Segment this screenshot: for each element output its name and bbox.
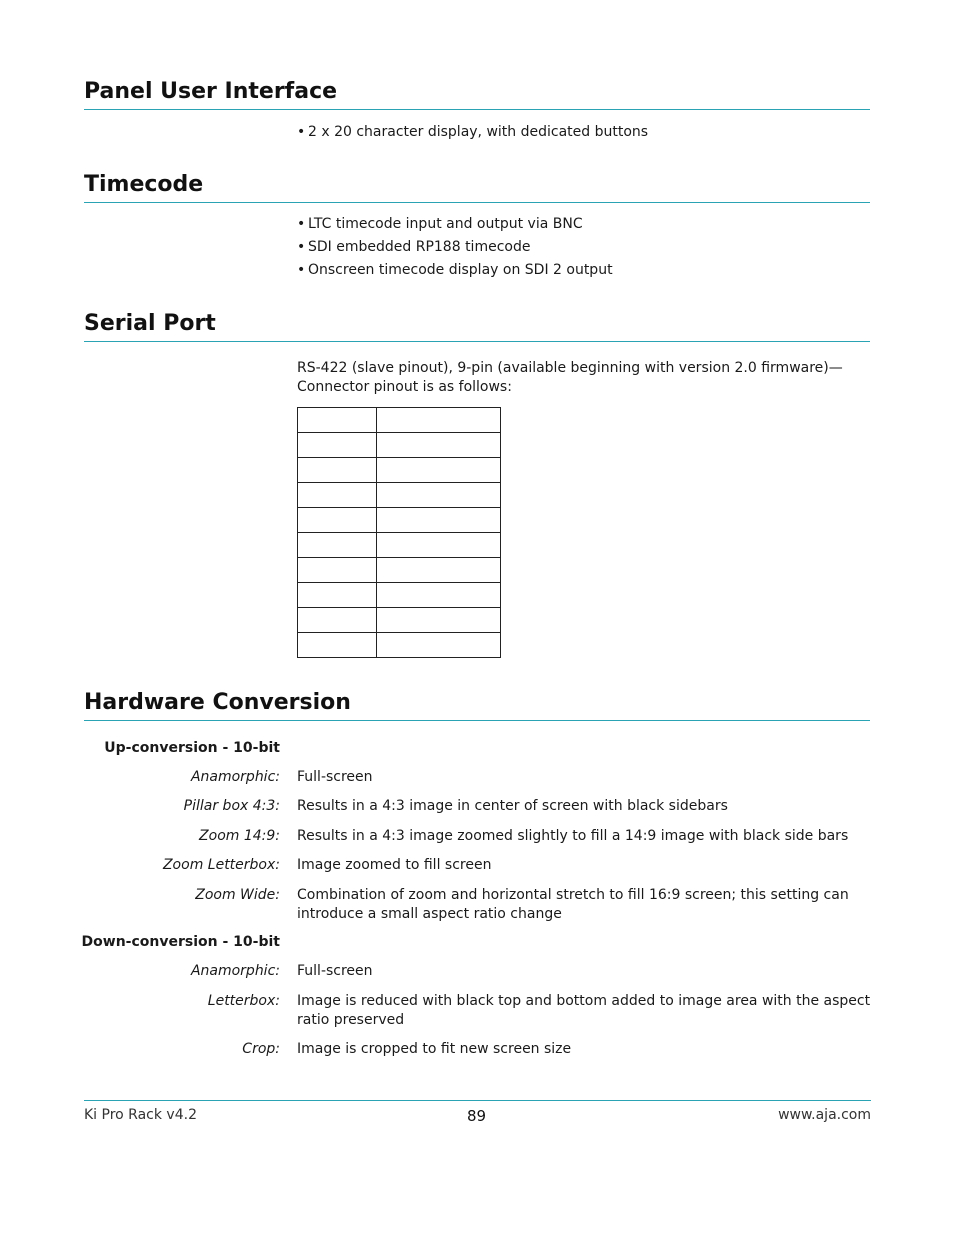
table-cell xyxy=(377,608,501,633)
connector-pinout-table xyxy=(297,407,501,658)
page-number: 89 xyxy=(467,1107,487,1125)
table-cell xyxy=(298,583,377,608)
up-conversion-heading: Up-conversion - 10-bit xyxy=(104,740,280,756)
row-label: Zoom 14:9: xyxy=(199,828,280,844)
table-row xyxy=(298,633,501,658)
table-cell xyxy=(298,633,377,658)
table-cell xyxy=(377,433,501,458)
row-value: Image zoomed to fill screen xyxy=(297,857,492,873)
table-cell xyxy=(377,408,501,433)
table-cell xyxy=(377,583,501,608)
table-row xyxy=(298,408,501,433)
table-cell xyxy=(377,633,501,658)
row-value: Image is cropped to fit new screen size xyxy=(297,1041,572,1057)
table-cell xyxy=(377,508,501,533)
table-row xyxy=(298,508,501,533)
section-title-panel-user-interface: Panel User Interface xyxy=(84,79,870,110)
table-cell xyxy=(298,608,377,633)
serial-port-description: RS-422 (slave pinout), 9-pin (available beginning with version 2.0 firmware)—Connector pinout is as follows: xyxy=(297,360,843,395)
row-value: Image is reduced with black top and bottom added to image area with the aspect ratio preserved xyxy=(297,993,871,1028)
list-item: • SDI embedded RP188 timecode xyxy=(297,236,613,259)
row-value: Combination of zoom and horizontal stretch to fill 16:9 screen; this setting can introduce a small aspect ratio change xyxy=(297,887,849,922)
table-row xyxy=(298,533,501,558)
row-value: Results in a 4:3 image zoomed slightly to fill a 14:9 image with black side bars xyxy=(297,828,849,844)
table-row xyxy=(298,433,501,458)
row-label: Anamorphic: xyxy=(190,769,280,785)
table-cell xyxy=(377,483,501,508)
row-label: Zoom Wide: xyxy=(195,887,280,903)
table-row xyxy=(298,483,501,508)
footer-product-version: Ki Pro Rack v4.2 xyxy=(84,1107,197,1123)
list-item: • LTC timecode input and output via BNC xyxy=(297,213,613,236)
table-row xyxy=(298,583,501,608)
list-item: • 2 x 20 character display, with dedicated buttons xyxy=(297,121,648,144)
table-cell xyxy=(298,458,377,483)
section-title-hardware-conversion: Hardware Conversion xyxy=(84,690,870,721)
section-title-timecode: Timecode xyxy=(84,172,870,203)
footer-divider xyxy=(84,1100,871,1101)
panel-bullet-list xyxy=(297,121,648,144)
table-row xyxy=(298,458,501,483)
row-value: Full-screen xyxy=(297,963,373,979)
section-title-serial-port: Serial Port xyxy=(84,311,870,342)
table-cell xyxy=(377,533,501,558)
table-cell xyxy=(298,558,377,583)
table-cell xyxy=(298,533,377,558)
row-value: Full-screen xyxy=(297,769,373,785)
row-label: Anamorphic: xyxy=(190,963,280,979)
table-cell xyxy=(377,458,501,483)
timecode-bullet-list xyxy=(297,213,613,282)
list-item: • Onscreen timecode display on SDI 2 output xyxy=(297,259,613,282)
table-cell xyxy=(298,408,377,433)
footer-website: www.aja.com xyxy=(778,1107,871,1123)
row-label: Crop: xyxy=(242,1041,280,1057)
table-cell xyxy=(298,483,377,508)
row-label: Zoom Letterbox: xyxy=(162,857,280,873)
table-cell xyxy=(298,433,377,458)
table-cell xyxy=(298,508,377,533)
table-cell xyxy=(377,558,501,583)
down-conversion-heading: Down-conversion - 10-bit xyxy=(81,934,280,950)
row-value: Results in a 4:3 image in center of screen with black sidebars xyxy=(297,798,728,814)
row-label: Pillar box 4:3: xyxy=(183,798,280,814)
table-row xyxy=(298,608,501,633)
row-label: Letterbox: xyxy=(207,993,280,1009)
table-row xyxy=(298,558,501,583)
